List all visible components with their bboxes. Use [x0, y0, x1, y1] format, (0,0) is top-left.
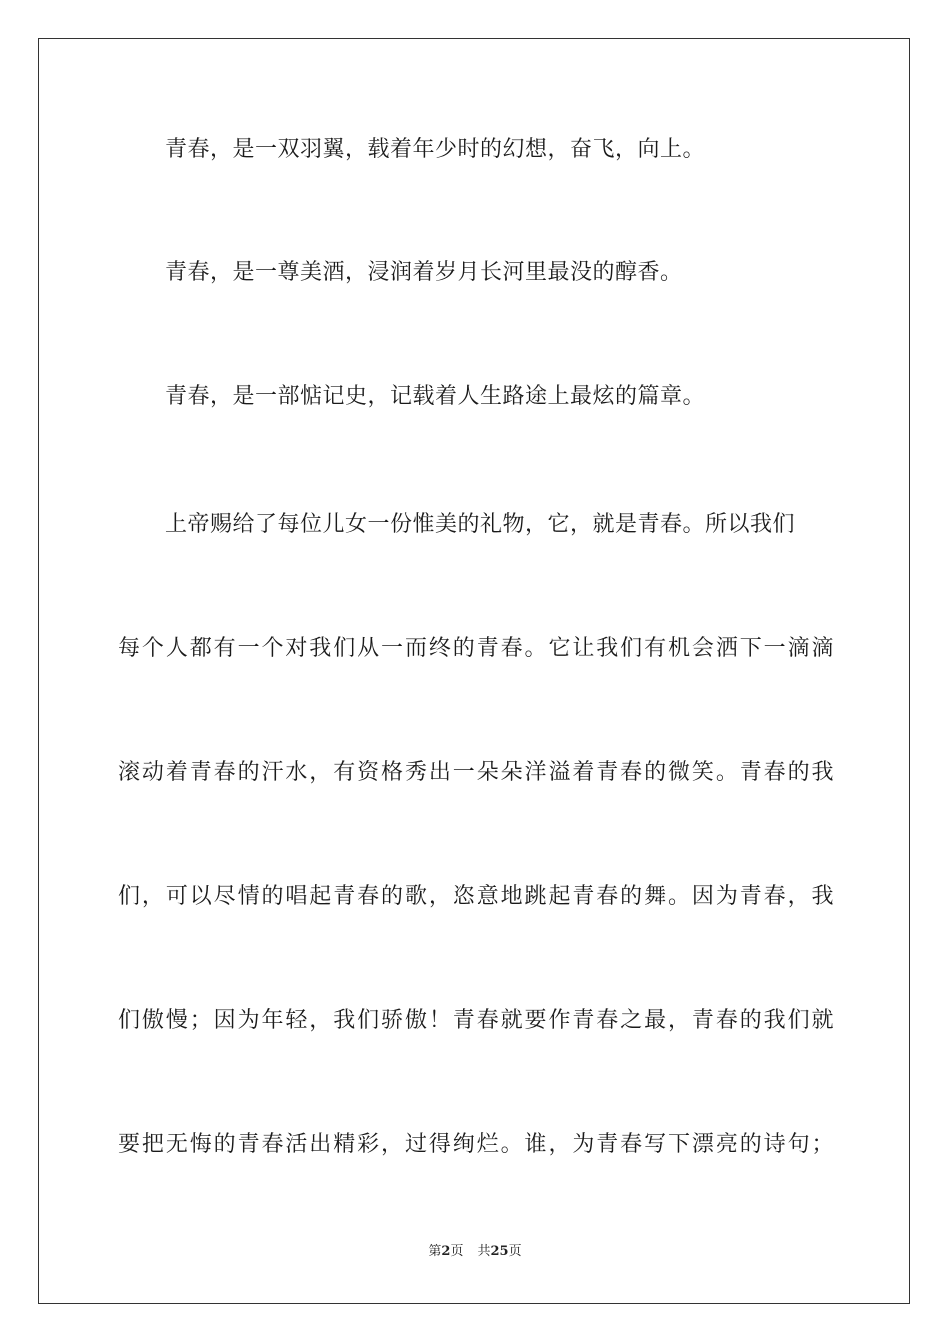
page-footer — [0, 1243, 950, 1261]
paragraph-1: 青春，是一双羽翼，载着年少时的幻想，奋飞，向上。 — [165, 137, 706, 162]
body-line-1: 上帝赐给了每位儿女一份惟美的礼物，它，就是青春。所以我们 — [165, 512, 796, 537]
body-line-4: 们，可以尽情的唱起青春的歌，恣意地跳起青春的舞。因为青春，我 — [118, 884, 834, 909]
page-border — [38, 38, 910, 1304]
body-line-5: 们傲慢；因为年轻，我们骄傲！青春就要作青春之最，青春的我们就 — [118, 1008, 834, 1033]
body-line-2: 每个人都有一个对我们从一而终的青春。它让我们有机会洒下一滴滴 — [118, 636, 834, 661]
body-line-3: 滚动着青春的汗水，有资格秀出一朵朵洋溢着青春的微笑。青春的我 — [118, 760, 834, 785]
paragraph-2: 青春，是一尊美酒，浸润着岁月长河里最没的醇香。 — [165, 260, 683, 285]
body-line-6: 要把无悔的青春活出精彩，过得绚烂。谁，为青春写下漂亮的诗句； — [118, 1132, 834, 1157]
paragraph-3: 青春，是一部惦记史，记载着人生路途上最炫的篇章。 — [165, 384, 706, 409]
total-suffix: 页 — [508, 1244, 522, 1259]
total-pages: 25 — [490, 1244, 509, 1259]
page-suffix: 页 — [450, 1244, 464, 1259]
page-number: 2 — [441, 1244, 451, 1259]
page-prefix: 第 — [428, 1244, 442, 1259]
total-prefix: 共 — [477, 1244, 491, 1259]
